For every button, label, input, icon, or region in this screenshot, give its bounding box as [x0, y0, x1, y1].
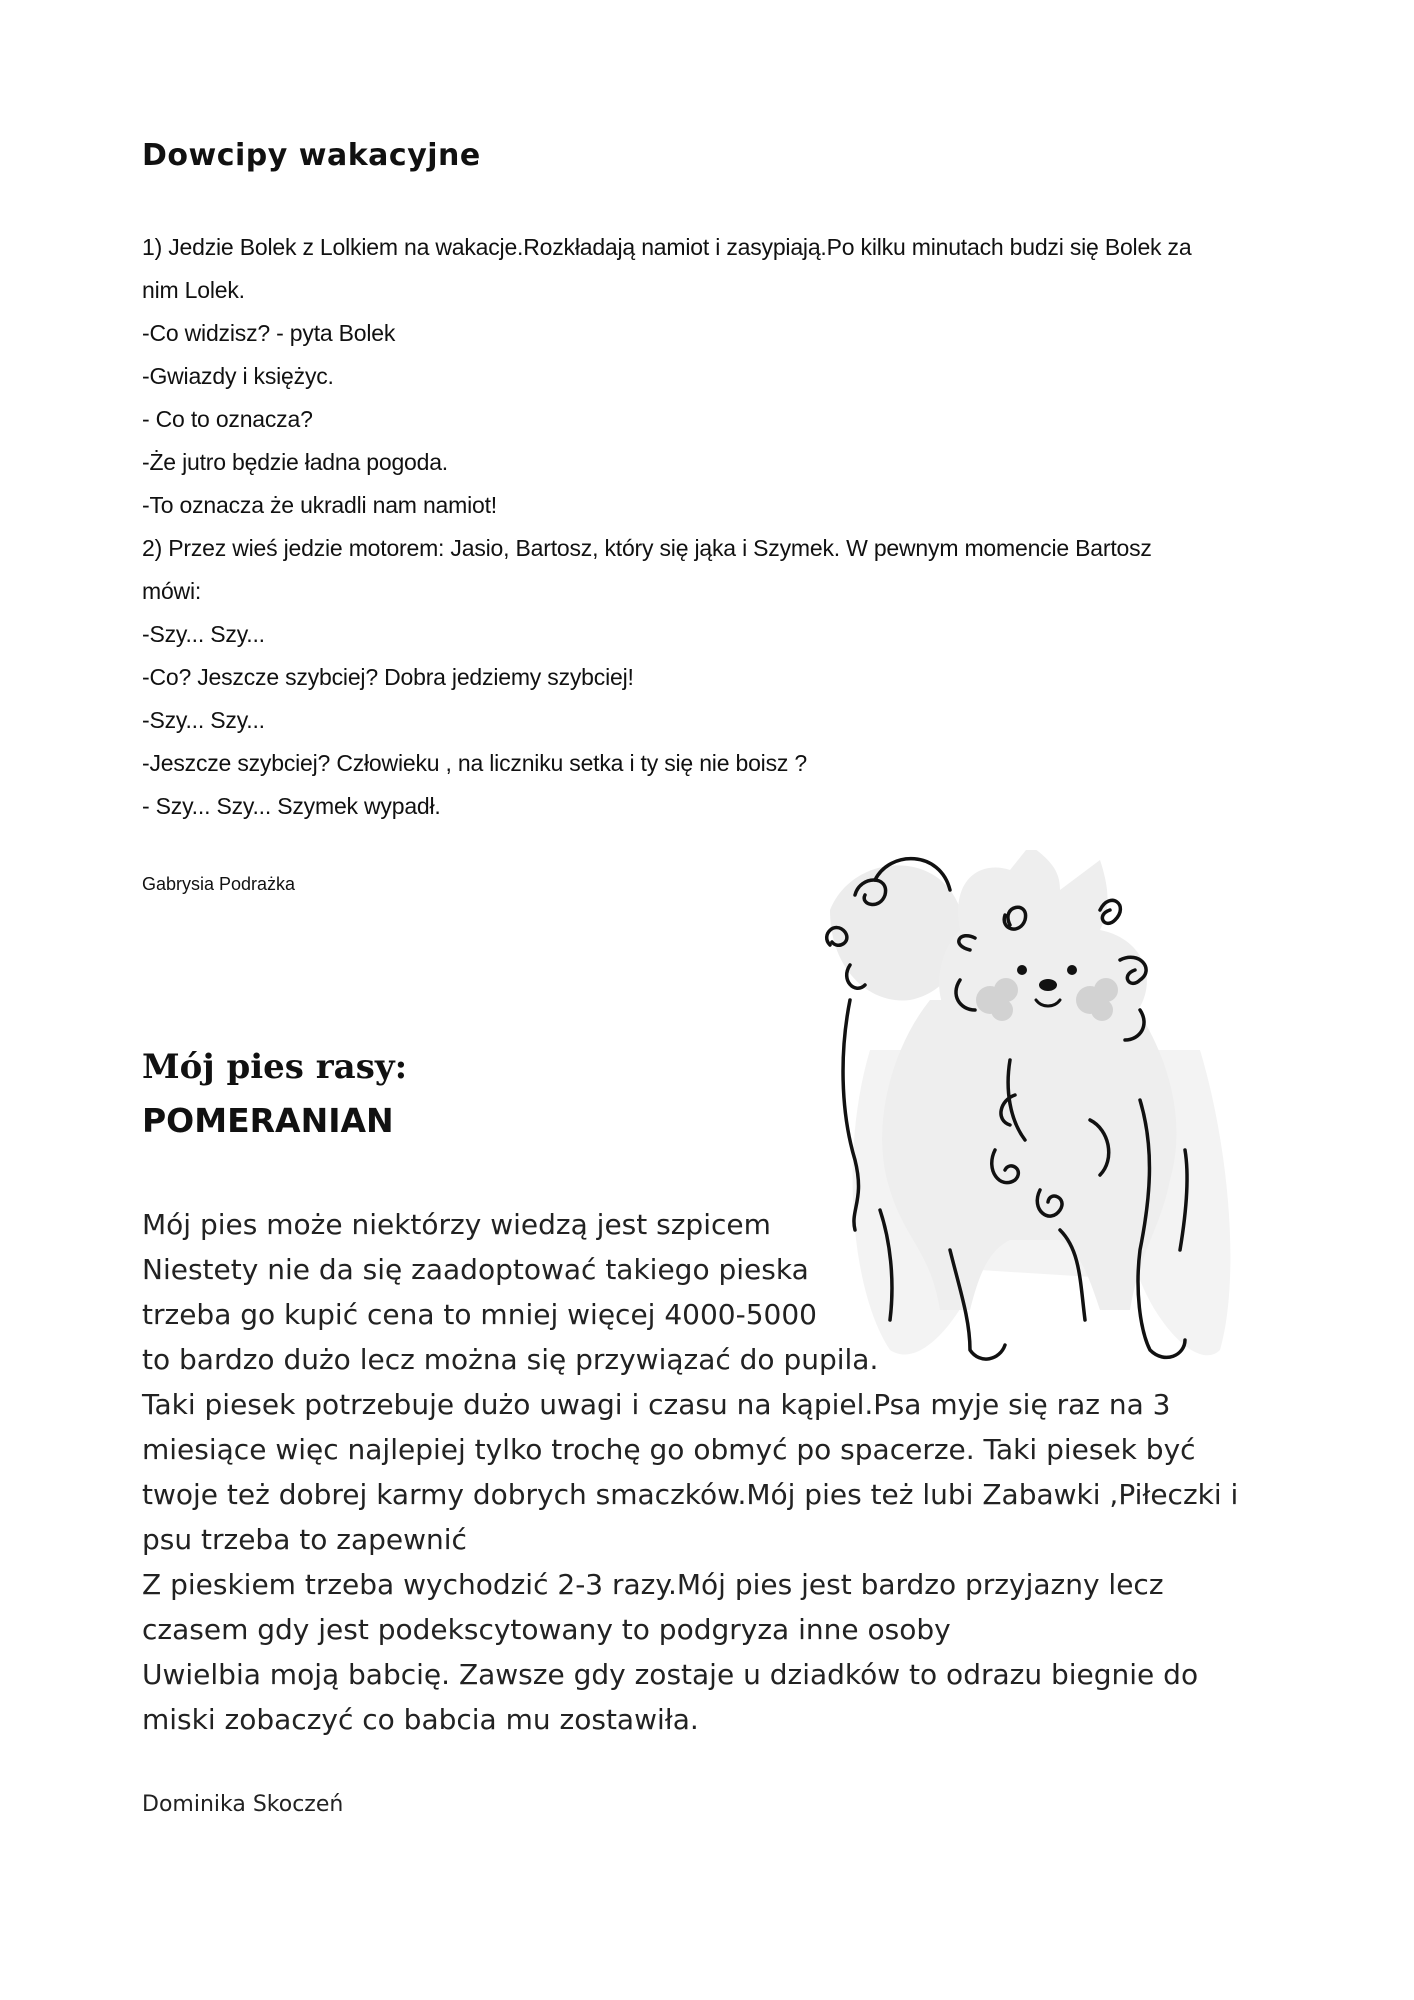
jokes-author: Gabrysia Podrażka [142, 874, 296, 894]
story-line: Uwielbia moją babcię. Zawsze gdy zostaje u dziadków to odrazu biegnie do [142, 1658, 1199, 1691]
joke-line: -Gwiazdy i księżyc. [142, 363, 334, 389]
story-line: trzeba go kupić cena to mniej więcej 4000-5000 [142, 1298, 817, 1331]
story-line: Taki piesek potrzebuje dużo uwagi i czasu na kąpiel.Psa myje się raz na 3 [142, 1388, 1171, 1421]
joke-line: mówi: [142, 578, 202, 604]
joke-line: nim Lolek. [142, 277, 245, 303]
dog-title-line2: POMERANIAN [142, 1101, 394, 1140]
joke-line: -Szy... Szy... [142, 621, 265, 647]
joke-line: 1) Jedzie Bolek z Lolkiem na wakacje.Rozkładają namiot i zasypiają.Po kilku minutach budzi się Bolek za [142, 234, 1192, 260]
story-line: psu trzeba to zapewnić [142, 1523, 467, 1556]
story-line: twoje też dobrej karmy dobrych smaczków.Mój pies też lubi Zabawki ,Piłeczki i [142, 1478, 1239, 1511]
jokes-title: Dowcipy wakacyjne [142, 138, 481, 173]
joke-line: -Co widzisz? - pyta Bolek [142, 320, 396, 346]
story-line: czasem gdy jest podekscytowany to podgryza inne osoby [142, 1613, 951, 1646]
joke-line: -Jeszcze szybciej? Człowieku , na liczniku setka i ty się nie boisz ? [142, 750, 807, 776]
joke-line: - Szy... Szy... Szymek wypadł. [142, 793, 441, 819]
joke-line: 2) Przez wieś jedzie motorem: Jasio, Bartosz, który się jąka i Szymek. W pewnym momencie Bartosz [142, 535, 1152, 561]
joke-line: -Co? Jeszcze szybciej? Dobra jedziemy szybciej! [142, 664, 634, 690]
story-line: Mój pies może niektórzy wiedzą jest szpicem [142, 1208, 771, 1241]
joke-line: - Co to oznacza? [142, 406, 313, 432]
dog-title-line1: Mój pies rasy: [142, 1047, 408, 1087]
joke-line: -To oznacza że ukradli nam namiot! [142, 492, 497, 518]
dog-story-author: Dominika Skoczeń [142, 1792, 344, 1817]
story-line: Z pieskiem trzeba wychodzić 2-3 razy.Mój pies jest bardzo przyjazny lecz [142, 1568, 1164, 1601]
story-line: miesiące więc najlepiej tylko trochę go obmyć po spacerze. Taki piesek być [142, 1433, 1196, 1466]
story-line: Niestety nie da się zaadoptować takiego pieska [142, 1253, 809, 1286]
jokes-body [142, 226, 1272, 828]
dog-story-body [142, 1202, 1282, 1742]
story-line: miski zobaczyć co babcia mu zostawiła. [142, 1703, 699, 1736]
joke-line: -Szy... Szy... [142, 707, 265, 733]
story-line: to bardzo dużo lecz można się przywiązać do pupila. [142, 1343, 879, 1376]
dog-section-title [142, 1040, 407, 1148]
joke-line: -Że jutro będzie ładna pogoda. [142, 449, 448, 475]
